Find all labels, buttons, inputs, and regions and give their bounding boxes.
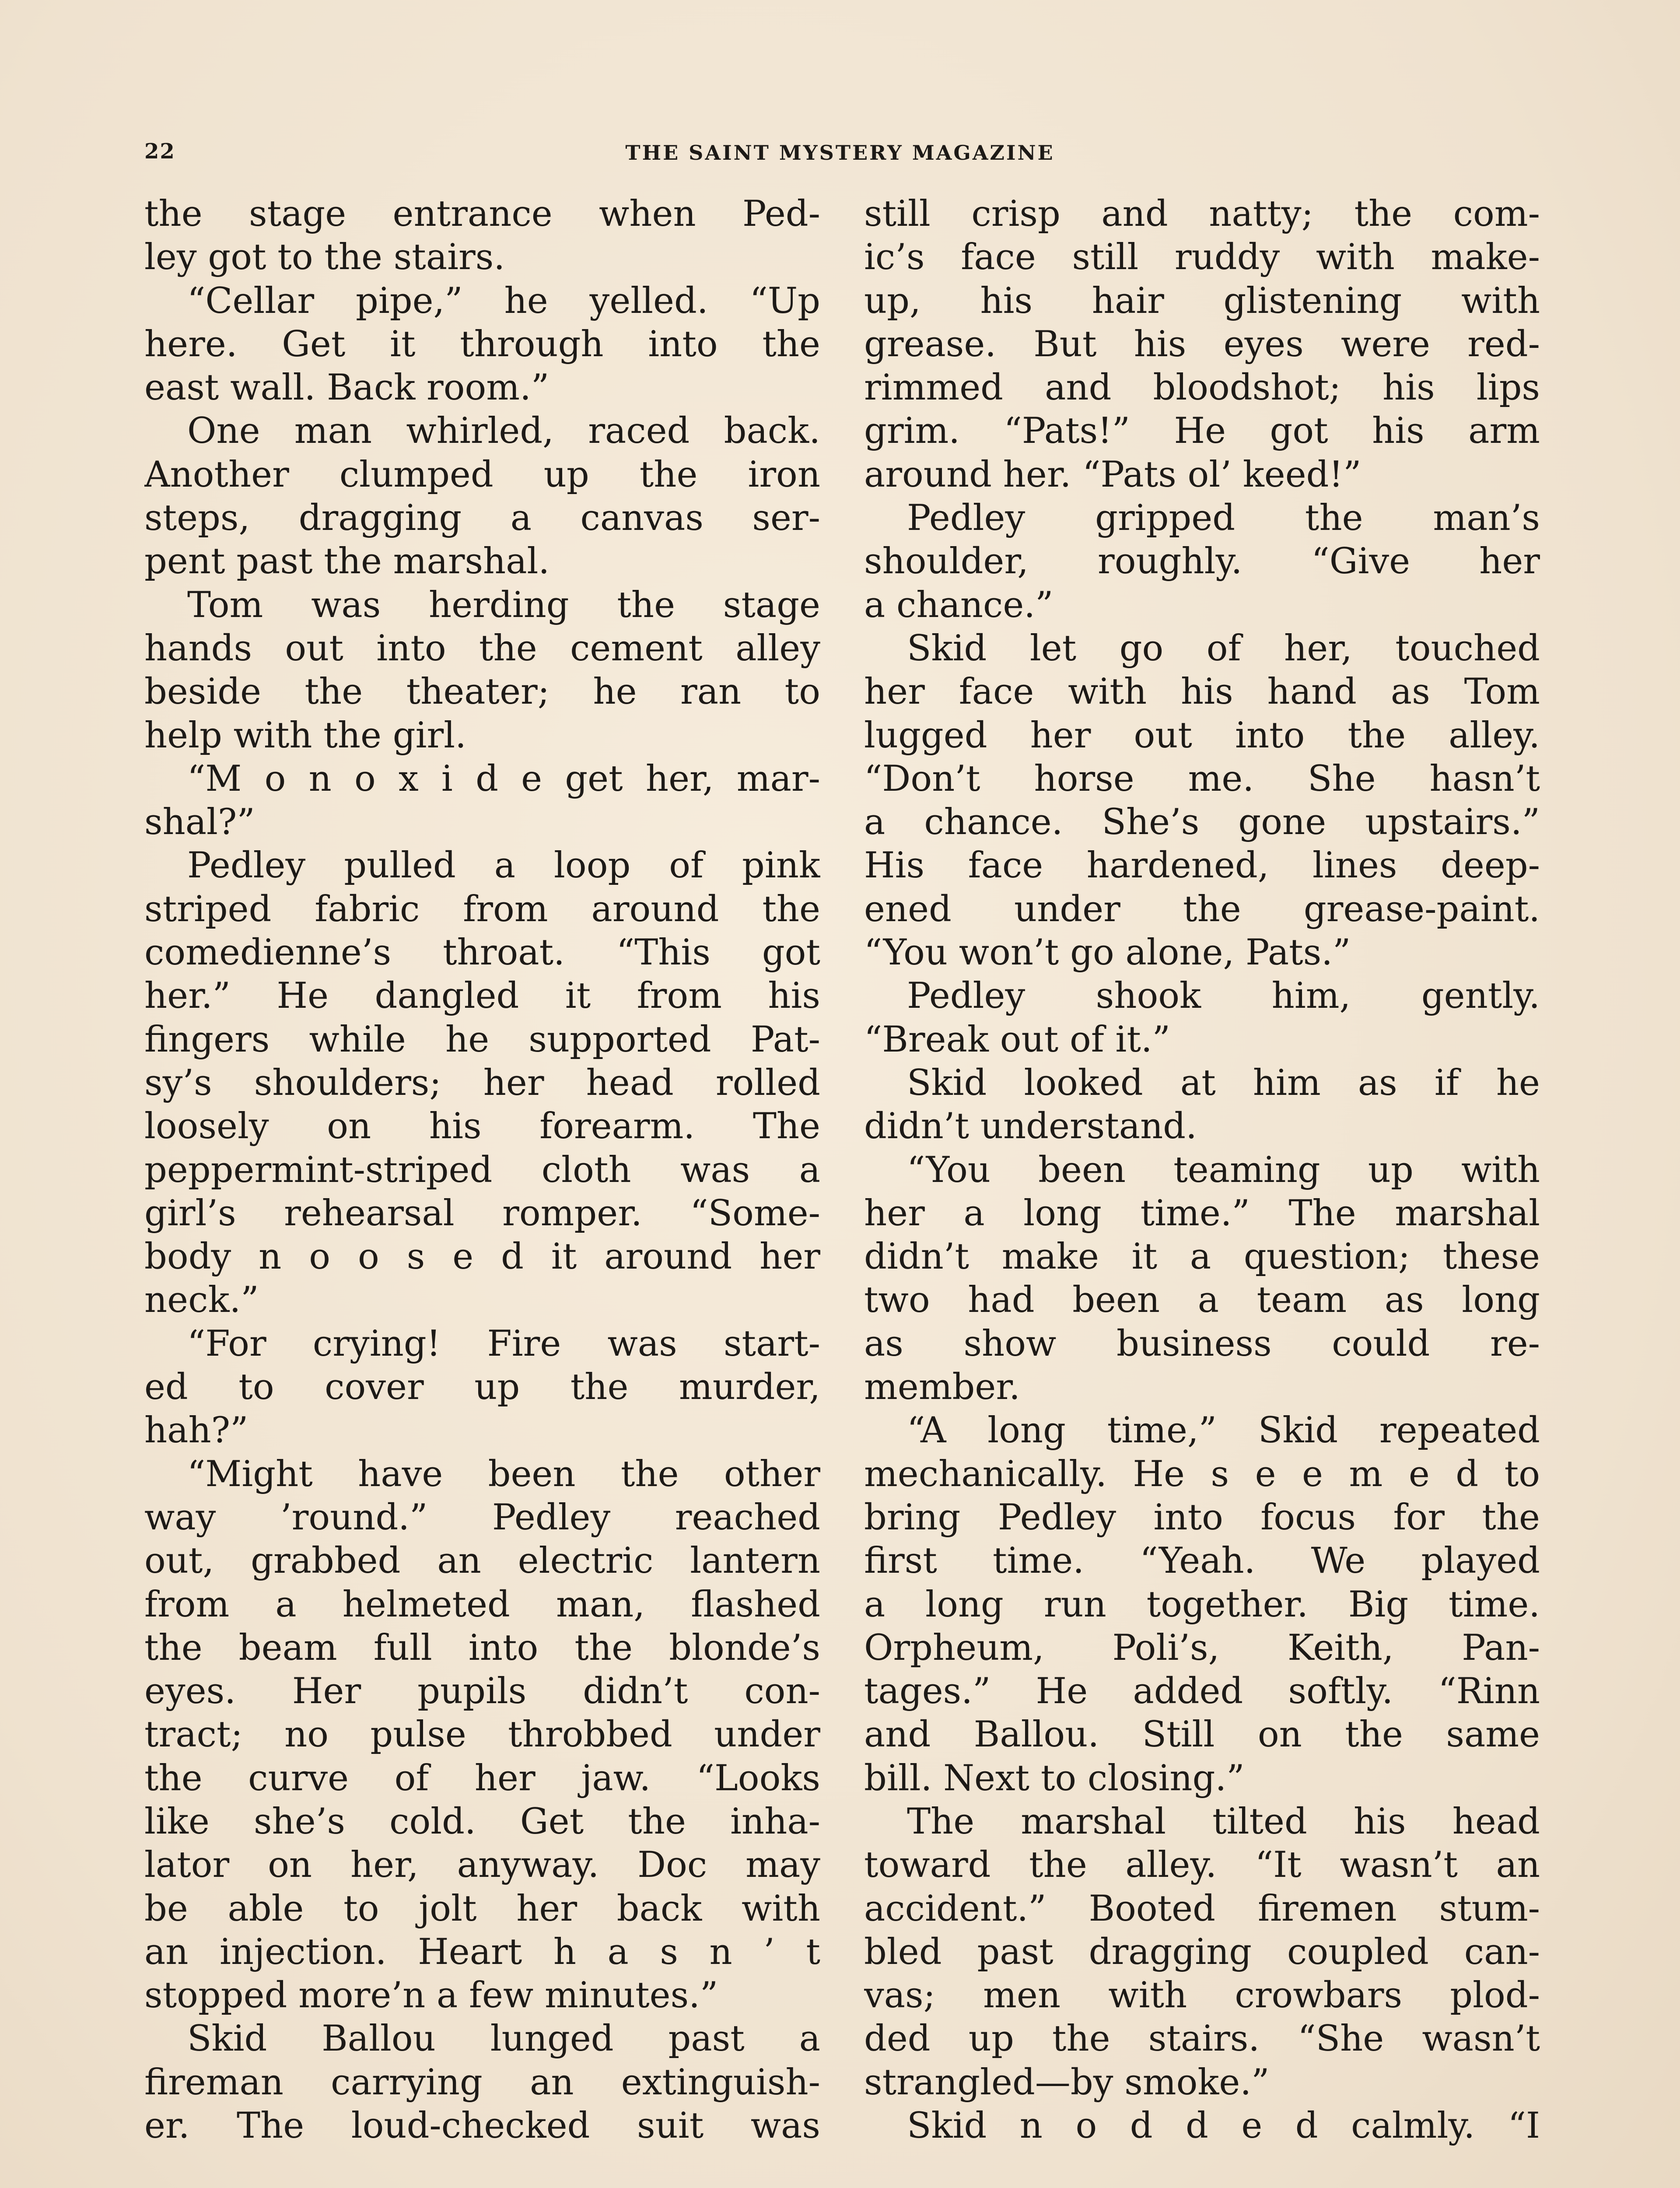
text-line: comedienne’s throat. “This got bbox=[144, 932, 820, 974]
text-line: her.” He dangled it from his bbox=[144, 975, 820, 1017]
text-line: lugged her out into the alley. bbox=[864, 715, 1540, 756]
text-line: a chance.” bbox=[864, 584, 1054, 626]
text-line: bring Pedley into focus for the bbox=[864, 1497, 1540, 1538]
text-line: two had been a team as long bbox=[864, 1280, 1540, 1321]
text-line: steps, dragging a canvas ser- bbox=[144, 498, 820, 539]
text-line: One man whirled, raced back. bbox=[187, 410, 820, 452]
text-line: shoulder, roughly. “Give her bbox=[864, 541, 1540, 582]
text-line: shal?” bbox=[144, 802, 255, 843]
text-line: accident.” Booted firemen stum- bbox=[864, 1888, 1540, 1929]
text-line: Pedley gripped the man’s bbox=[907, 498, 1540, 539]
page-number: 22 bbox=[144, 139, 175, 164]
text-line: bill. Next to closing.” bbox=[864, 1757, 1245, 1799]
text-line: tages.” He added softly. “Rinn bbox=[864, 1671, 1540, 1712]
text-line: here. Get it through into the bbox=[144, 323, 820, 365]
text-line: sy’s shoulders; her head rolled bbox=[144, 1062, 820, 1104]
text-line: “For crying! Fire was start- bbox=[187, 1323, 820, 1364]
text-line: member. bbox=[864, 1367, 1020, 1408]
text-line: an injection. Heart h a s n ’ t bbox=[144, 1931, 820, 1973]
text-line: first time. “Yeah. We played bbox=[864, 1540, 1540, 1582]
text-line: girl’s rehearsal romper. “Some- bbox=[144, 1192, 820, 1234]
text-line: “Don’t horse me. She hasn’t bbox=[864, 758, 1540, 799]
text-line: Skid let go of her, touched bbox=[907, 628, 1540, 669]
text-line: pent past the marshal. bbox=[144, 541, 550, 582]
text-line: be able to jolt her back with bbox=[144, 1888, 820, 1929]
text-line: from a helmeted man, flashed bbox=[144, 1584, 820, 1625]
text-line: ened under the grease-paint. bbox=[864, 888, 1540, 930]
right-column bbox=[864, 193, 1540, 2148]
text-line: still crisp and natty; the com- bbox=[864, 193, 1540, 235]
text-line: “You won’t go alone, Pats.” bbox=[864, 932, 1351, 974]
text-line: “You been teaming up with bbox=[907, 1149, 1540, 1191]
text-line: mechanically. He s e e m e d to bbox=[864, 1453, 1540, 1495]
text-line: “Cellar pipe,” he yelled. “Up bbox=[187, 280, 820, 322]
text-line: her a long time.” The marshal bbox=[864, 1192, 1540, 1234]
text-line: like she’s cold. Get the inha- bbox=[144, 1801, 820, 1842]
text-line: ded up the stairs. “She wasn’t bbox=[864, 2018, 1540, 2060]
text-line: a long run together. Big time. bbox=[864, 1584, 1540, 1625]
text-line: lator on her, anyway. Doc may bbox=[144, 1844, 820, 1886]
text-line: as show business could re- bbox=[864, 1323, 1540, 1364]
text-line: the stage entrance when Ped- bbox=[144, 193, 820, 235]
text-line: Pedley shook him, gently. bbox=[907, 975, 1540, 1017]
text-line: a chance. She’s gone upstairs.” bbox=[864, 802, 1540, 843]
text-line: up, his hair glistening with bbox=[864, 280, 1540, 322]
text-line: grim. “Pats!” He got his arm bbox=[864, 410, 1540, 452]
text-line: er. The loud-checked suit was bbox=[144, 2105, 820, 2147]
text-line: and Ballou. Still on the same bbox=[864, 1714, 1540, 1756]
text-line: peppermint-striped cloth was a bbox=[144, 1149, 820, 1191]
text-line: His face hardened, lines deep- bbox=[864, 845, 1540, 887]
text-line: east wall. Back room.” bbox=[144, 367, 550, 409]
text-line: Skid Ballou lunged past a bbox=[187, 2018, 820, 2060]
text-line: out, grabbed an electric lantern bbox=[144, 1540, 820, 1582]
text-line: The marshal tilted his head bbox=[907, 1801, 1540, 1842]
text-line: rimmed and bloodshot; his lips bbox=[864, 367, 1540, 409]
left-column bbox=[144, 193, 820, 2148]
text-line: didn’t understand. bbox=[864, 1106, 1197, 1147]
page-header bbox=[144, 139, 1536, 174]
text-line: “A long time,” Skid repeated bbox=[907, 1410, 1540, 1452]
text-line: eyes. Her pupils didn’t con- bbox=[144, 1671, 820, 1712]
text-line: Orpheum, Poli’s, Keith, Pan- bbox=[864, 1627, 1540, 1669]
text-line: Skid looked at him as if he bbox=[907, 1062, 1540, 1104]
text-line: neck.” bbox=[144, 1280, 259, 1321]
text-line: ed to cover up the murder, bbox=[144, 1367, 820, 1408]
text-line: ley got to the stairs. bbox=[144, 237, 505, 278]
text-line: way ’round.” Pedley reached bbox=[144, 1497, 820, 1538]
text-line: ic’s face still ruddy with make- bbox=[864, 237, 1540, 278]
text-line: striped fabric from around the bbox=[144, 888, 820, 930]
running-head: THE SAINT MYSTERY MAGAZINE bbox=[625, 141, 1055, 165]
text-line: Pedley pulled a loop of pink bbox=[187, 845, 820, 887]
text-line: bled past dragging coupled can- bbox=[864, 1931, 1540, 1973]
text-line: around her. “Pats ol’ keed!” bbox=[864, 454, 1362, 495]
text-line: grease. But his eyes were red- bbox=[864, 323, 1540, 365]
text-line: toward the alley. “It wasn’t an bbox=[864, 1844, 1540, 1886]
text-line: beside the theater; he ran to bbox=[144, 671, 820, 713]
text-line: hah?” bbox=[144, 1410, 248, 1452]
text-line: Tom was herding the stage bbox=[187, 584, 820, 626]
text-line: fireman carrying an extinguish- bbox=[144, 2062, 820, 2103]
text-line: stopped more’n a few minutes.” bbox=[144, 1975, 718, 2016]
text-line: the curve of her jaw. “Looks bbox=[144, 1757, 820, 1799]
text-line: “M o n o x i d e get her, mar- bbox=[187, 758, 820, 799]
text-line: help with the girl. bbox=[144, 715, 466, 756]
text-line: “Break out of it.” bbox=[864, 1019, 1171, 1060]
text-line: Skid n o d d e d calmly. “I bbox=[907, 2105, 1540, 2147]
text-line: strangled—by smoke.” bbox=[864, 2062, 1270, 2103]
text-line: vas; men with crowbars plod- bbox=[864, 1975, 1540, 2016]
text-line: hands out into the cement alley bbox=[144, 628, 820, 669]
text-line: the beam full into the blonde’s bbox=[144, 1627, 820, 1669]
text-line: loosely on his forearm. The bbox=[144, 1106, 820, 1147]
text-line: Another clumped up the iron bbox=[144, 454, 820, 495]
text-line: her face with his hand as Tom bbox=[864, 671, 1540, 713]
text-line: “Might have been the other bbox=[187, 1453, 820, 1495]
text-line: body n o o s e d it around her bbox=[144, 1236, 820, 1278]
text-line: didn’t make it a question; these bbox=[864, 1236, 1540, 1278]
text-line: fingers while he supported Pat- bbox=[144, 1019, 820, 1060]
text-line: tract; no pulse throbbed under bbox=[144, 1714, 820, 1756]
